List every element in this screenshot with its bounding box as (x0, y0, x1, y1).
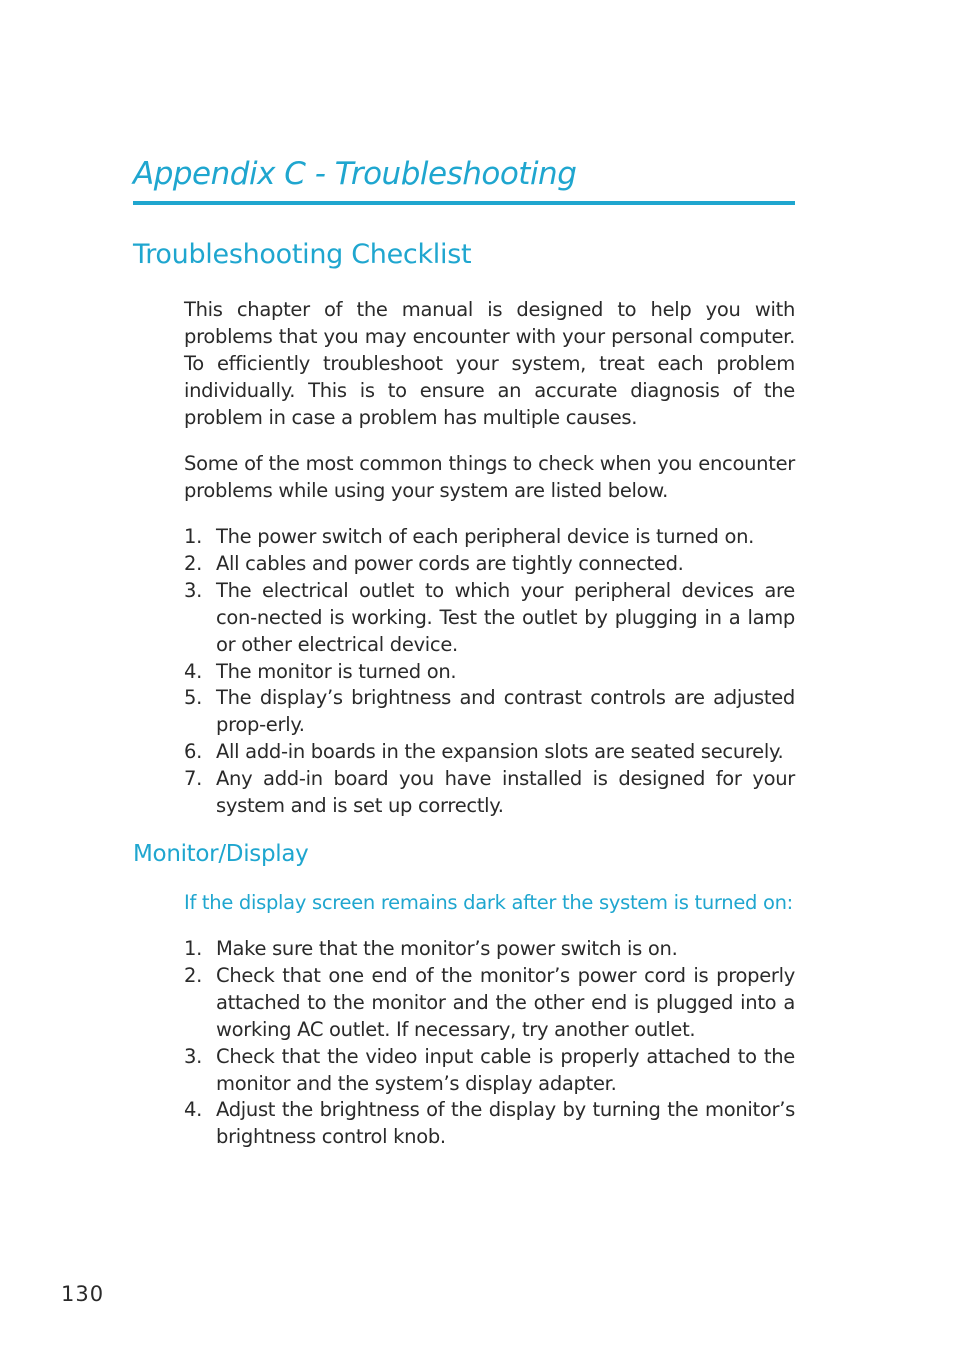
list-item-text: All cables and power cords are tightly connected. (216, 551, 684, 575)
page-number: 130 (61, 1282, 105, 1306)
list-item (184, 1097, 795, 1151)
list-item-text: Adjust the brightness of the display by turning the monitor’s brightness control knob. (216, 1098, 795, 1149)
list-item-text: Any add-in board you have installed is designed for your system and is set up correctly. (216, 767, 795, 818)
list-item (184, 524, 795, 551)
list-number: 6. (184, 740, 203, 764)
list-item (184, 936, 795, 963)
list-number: 5. (184, 686, 203, 710)
list-number: 3. (184, 578, 203, 602)
list-item-text: The electrical outlet to which your peripheral devices are con-nected is working. Test the outlet by plugging in a lamp or other electrical device. (216, 578, 795, 656)
subsection-title: Monitor/Display (133, 841, 309, 867)
list-item (184, 578, 795, 659)
title-rule (133, 201, 795, 205)
list-number: 2. (184, 551, 203, 575)
list-number: 4. (184, 1098, 203, 1122)
checklist-block (184, 524, 795, 820)
list-number: 1. (184, 525, 203, 548)
list-item (184, 766, 795, 820)
intro-paragraph: This chapter of the manual is designed to help you with problems that you may encounter with your personal computer. To efficiently troubleshoot your system, treat each problem individually. This is to ensure an accurate diagnosis of the problem in case a problem has multiple causes. (184, 298, 795, 429)
checklist (184, 524, 795, 820)
list-item (184, 685, 795, 739)
intro-block-2 (184, 451, 795, 505)
list-item-text: Make sure that the monitor’s power switch is on. (216, 937, 678, 960)
section-title: Troubleshooting Checklist (133, 239, 472, 270)
list-item (184, 1044, 795, 1098)
monitor-steps-block (184, 936, 795, 1151)
list-number: 1. (184, 937, 203, 960)
list-item-text: Check that one end of the monitor’s power cord is properly attached to the monitor and the other end is plugged into a working AC outlet. If necessary, try another outlet. (216, 963, 795, 1041)
list-item-text: Check that the video input cable is properly attached to the monitor and the system’s display adapter. (216, 1044, 795, 1095)
monitor-steps (184, 936, 795, 1151)
appendix-title: Appendix C - Troubleshooting (133, 156, 577, 192)
list-item-text: The power switch of each peripheral device is turned on. (216, 525, 755, 548)
problem-heading: If the display screen remains dark after the system is turned on: (184, 891, 793, 914)
list-number: 4. (184, 659, 203, 683)
list-item (184, 659, 795, 686)
list-item-text: The monitor is turned on. (216, 659, 457, 683)
list-number: 7. (184, 767, 203, 791)
list-item-text: The display’s brightness and contrast controls are adjusted prop-erly. (216, 686, 795, 737)
list-item (184, 739, 795, 766)
intro-paragraph: Some of the most common things to check when you encounter problems while using your system are listed below. (184, 452, 795, 502)
list-number: 2. (184, 963, 203, 987)
list-number: 3. (184, 1044, 203, 1068)
list-item (184, 963, 795, 1044)
intro-block (184, 297, 795, 432)
list-item-text: All add-in boards in the expansion slots are seated securely. (216, 740, 784, 764)
list-item (184, 551, 795, 578)
